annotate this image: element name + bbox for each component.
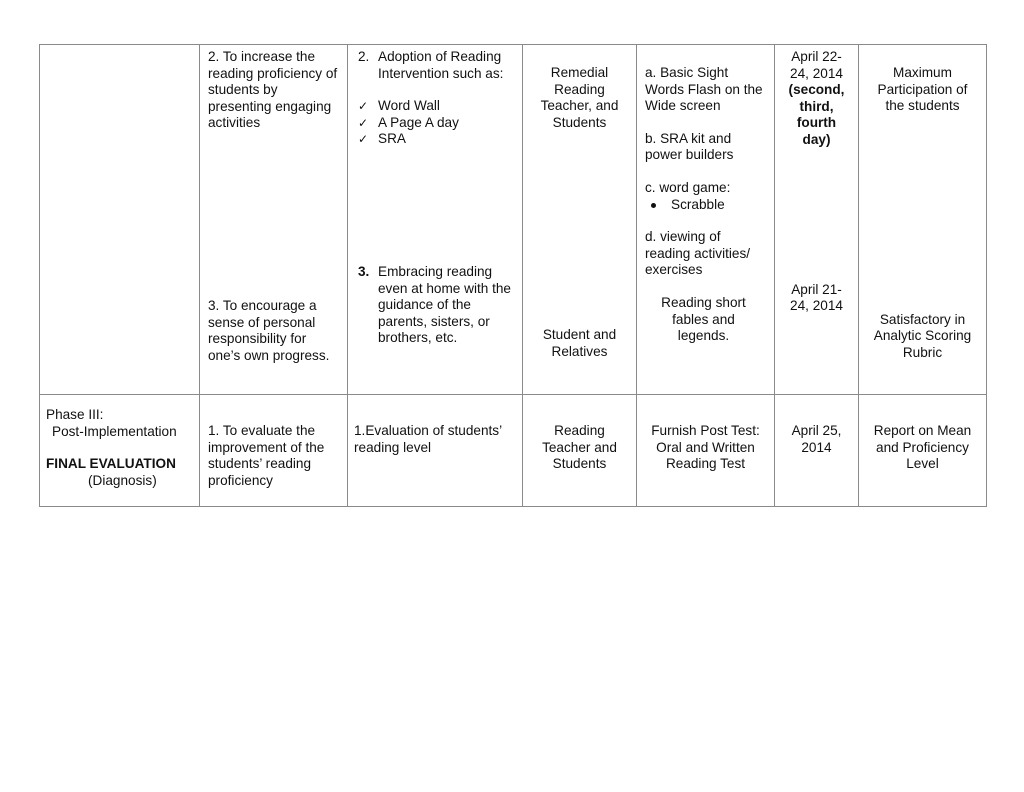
- time-2-line2: 24, 2014: [790, 65, 843, 81]
- word-game-list: [645, 197, 768, 214]
- checklist-item: ✓ Word Wall: [348, 98, 518, 115]
- strategy-2-checklist: [348, 98, 518, 148]
- word-game-item: Scrabble: [645, 197, 768, 214]
- strategy-list-2: [348, 264, 518, 347]
- persons-involved-cell: [523, 45, 637, 395]
- phase-cell-empty: [40, 45, 200, 395]
- resource-c: c. word game:: [645, 179, 731, 195]
- phase-subtitle: Post-Implementation: [52, 423, 177, 439]
- phase-title: Phase III:: [46, 407, 104, 422]
- action-plan-table: [39, 44, 987, 507]
- time-frame-cell: [775, 45, 859, 395]
- resources-cell-phase-3: [637, 395, 775, 507]
- objective-1: 1. To evaluate the improvement of the students’ reading proficiency: [208, 423, 325, 488]
- strategy-3: [348, 264, 518, 347]
- phase-cell: [40, 395, 200, 507]
- objective-cell: [200, 395, 348, 507]
- checklist-item: ✓ SRA: [348, 131, 518, 148]
- table-row-phase-2: [40, 45, 987, 395]
- strategy-2-text: Adoption of Reading Intervention such as:: [378, 49, 504, 81]
- strategy-list: [348, 49, 518, 82]
- resource-a: a. Basic Sight Words Flash on the Wide screen: [645, 65, 763, 114]
- objective-2: 2. To increase the reading proficiency of students by presenting engaging activities: [208, 49, 338, 131]
- strategies-cell: [348, 45, 523, 395]
- time-2-line1: April 22-: [791, 49, 842, 64]
- objective-3: 3. To encourage a sense of personal responsibility for one’s own progress.: [208, 297, 330, 363]
- strategy-1: 1.Evaluation of students’ reading level: [354, 423, 502, 455]
- checklist-item: ✓ A Page A day: [348, 115, 518, 132]
- persons-3: Student and Relatives: [542, 327, 617, 359]
- indicator-3: Satisfactory in Analytic Scoring Rubric: [873, 311, 972, 360]
- indicator-cell: [859, 395, 987, 507]
- resource-d: d. viewing of reading activities/ exercises: [645, 229, 751, 278]
- strategy-cell: [348, 395, 523, 507]
- time-2-days: (second, third, fourth day): [788, 82, 845, 147]
- objectives-cell: [200, 45, 348, 395]
- time-3: April 21-24, 2014: [790, 281, 843, 314]
- resource-3: Reading short fables and legends.: [661, 294, 746, 344]
- resources-cell: [637, 45, 775, 395]
- strategy-3-number: 3.: [358, 263, 370, 279]
- indicator-1: Report on Mean and Proficiency Level: [873, 423, 972, 472]
- indicator-2: Maximum Participation of the students: [877, 65, 968, 114]
- time-cell: [775, 395, 859, 507]
- strategy-3-text: Embracing reading even at home with the guidance of the parents, sisters, or brothers, etc.: [378, 263, 511, 346]
- phase-final-evaluation: FINAL EVALUATION: [46, 456, 176, 472]
- strategy-2-number: 2.: [358, 49, 370, 64]
- phase-note: (Diagnosis): [88, 472, 157, 488]
- time-1: April 25, 2014: [791, 423, 842, 455]
- strategy-2: [348, 49, 518, 82]
- resources-1: Furnish Post Test: Oral and Written Reading Test: [651, 423, 760, 472]
- success-indicator-cell: [859, 45, 987, 395]
- table-row-phase-3: [40, 395, 987, 507]
- persons-2: Remedial Reading Teacher, and Students: [540, 65, 619, 130]
- persons-cell: [523, 395, 637, 507]
- persons-1: Reading Teacher and Students: [542, 423, 617, 472]
- resource-b: b. SRA kit and power builders: [645, 130, 734, 163]
